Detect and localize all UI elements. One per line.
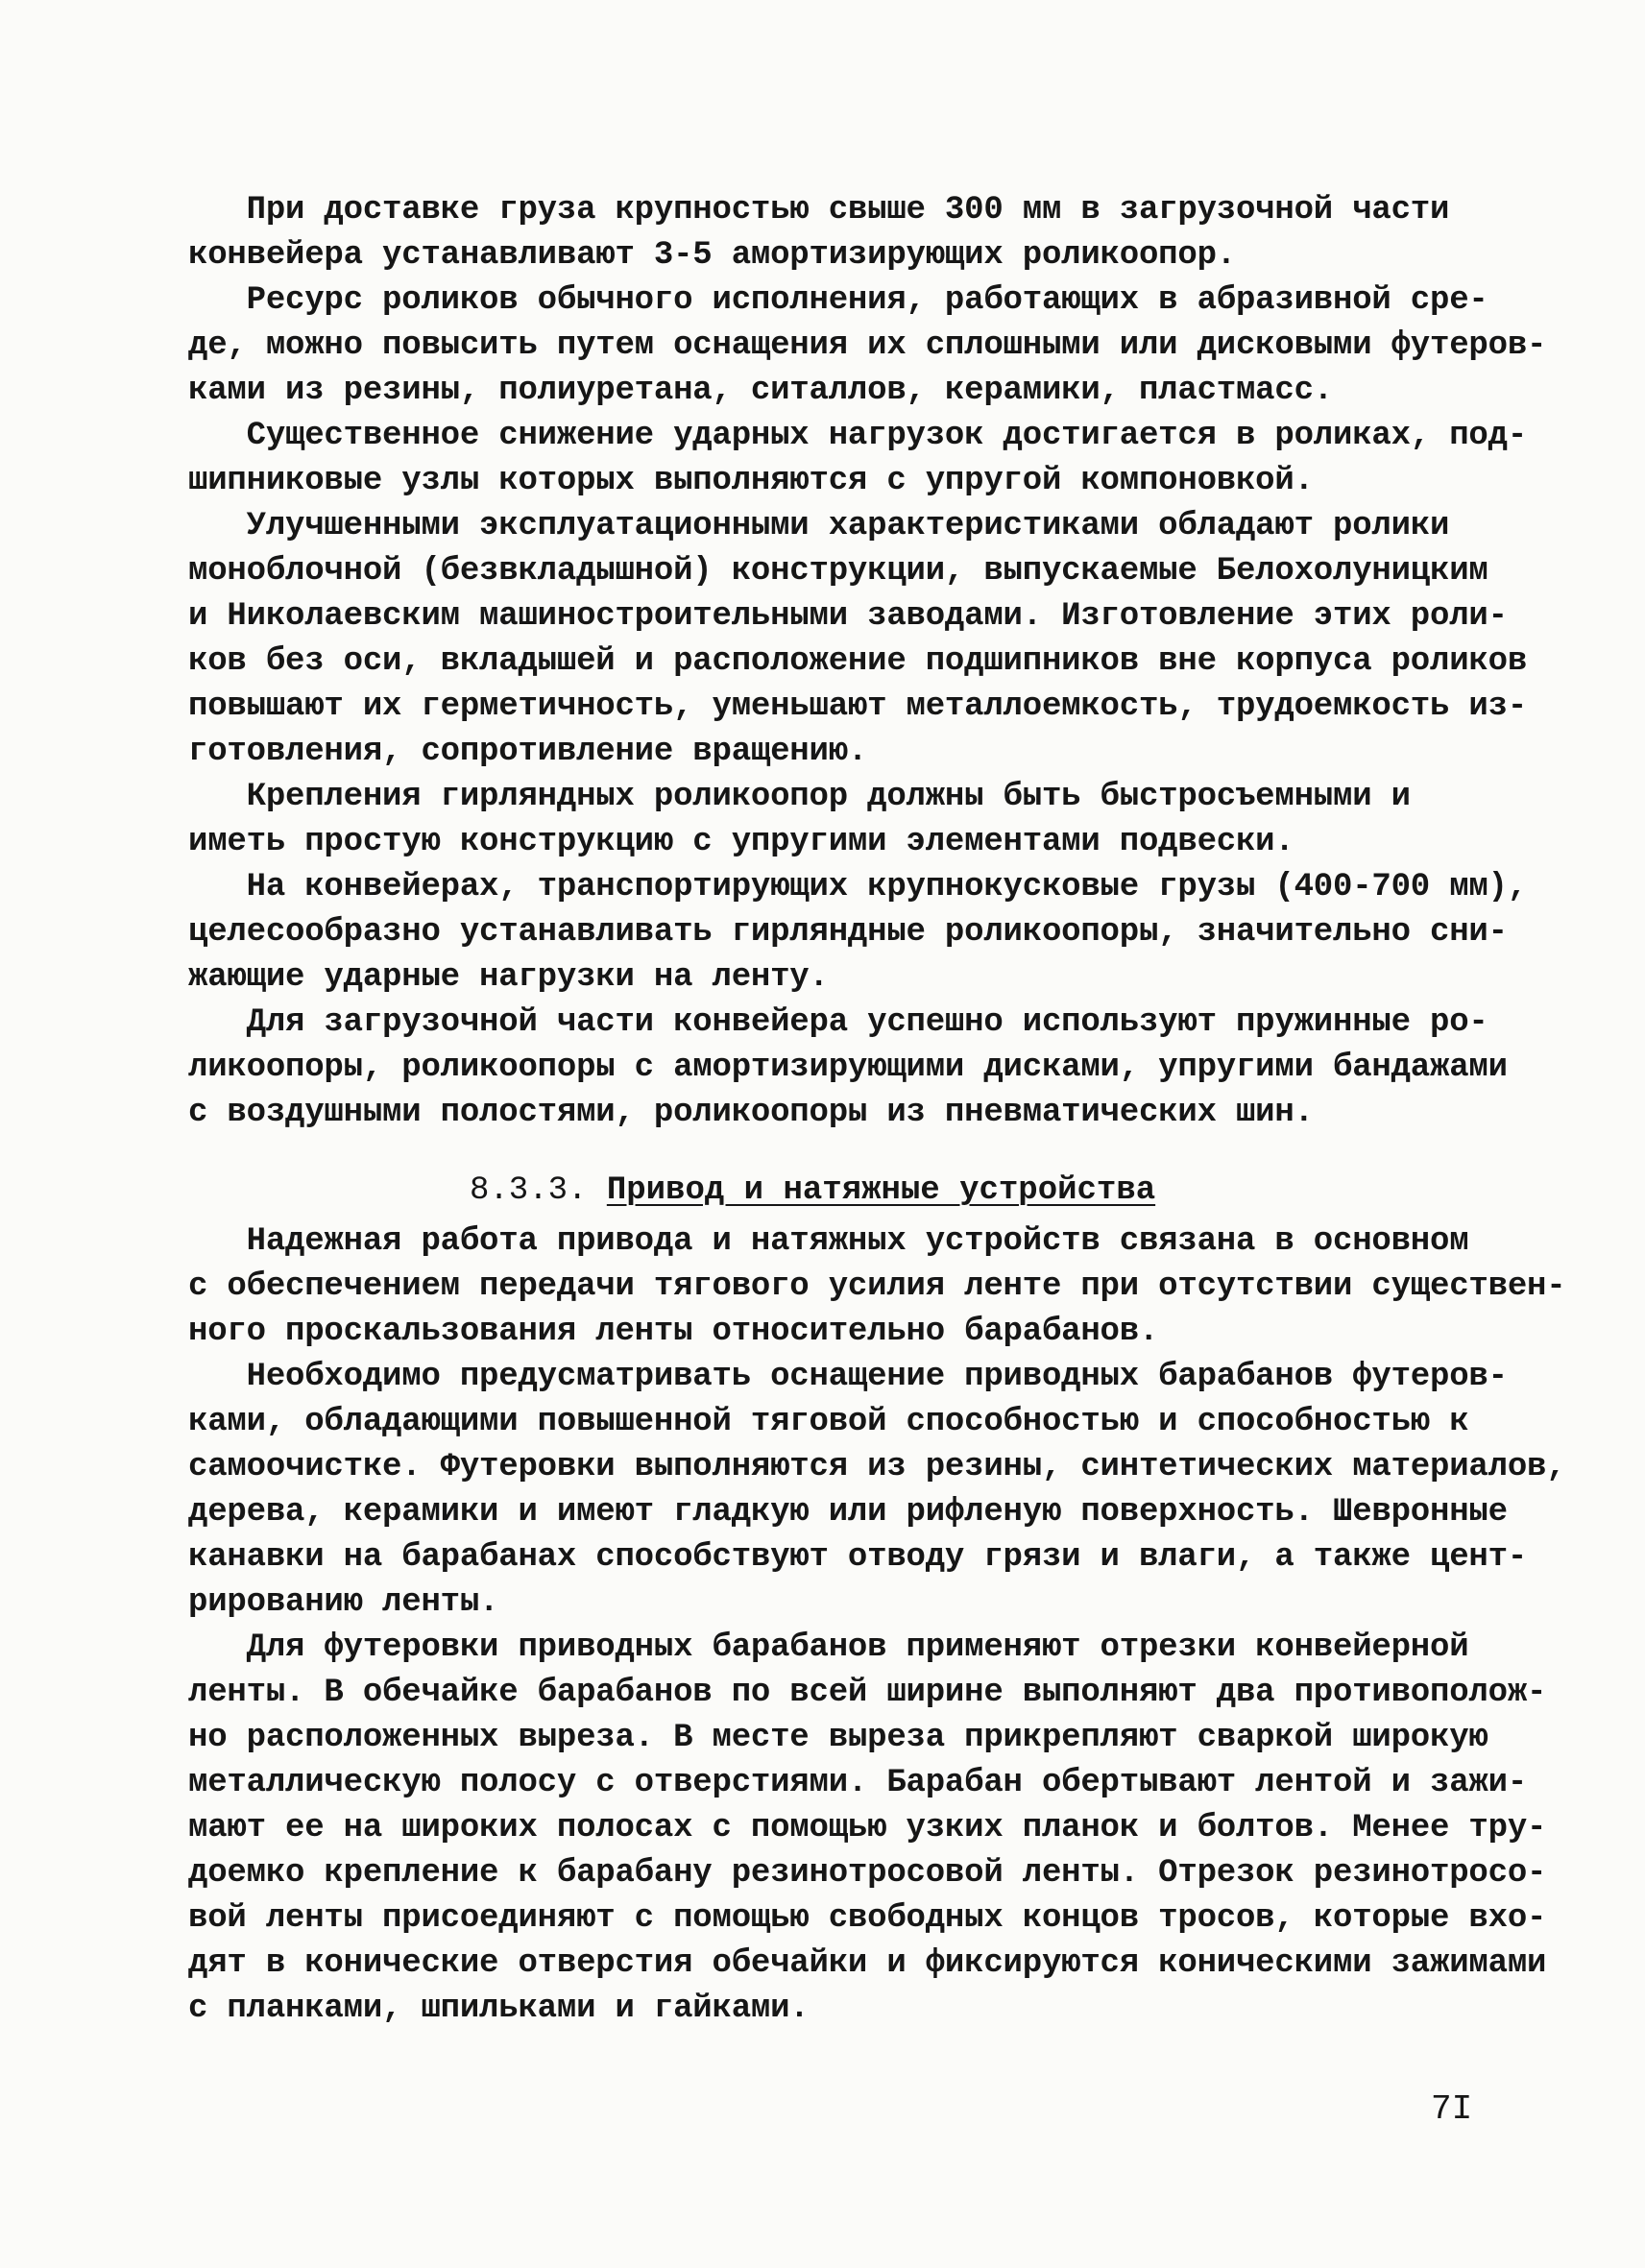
text-line: Необходимо предусматривать оснащение приводных барабанов футеров- [188, 1359, 1508, 1395]
text-line: ликоопоры, роликоопоры с амортизирующими дисками, упругими бандажами [188, 1050, 1508, 1086]
text-line: но расположенных выреза. В месте выреза прикрепляют сваркой широкую [188, 1720, 1488, 1756]
paragraphs-before [188, 188, 1547, 1136]
text-line: ного проскальзования ленты относительно барабанов. [188, 1314, 1159, 1350]
text-line: рированию ленты. [188, 1584, 499, 1621]
text-line: шипниковые узлы которых выполняются с упругой компоновкой. [188, 463, 1314, 499]
body-text [188, 188, 1566, 2032]
page-number: 7I [1431, 2089, 1473, 2129]
text-line: де, можно повысить путем оснащения их сплошными или дисковыми футеров- [188, 327, 1547, 364]
text-line: жающие ударные нагрузки на ленту. [188, 959, 829, 996]
text-line: ками из резины, полиуретана, ситаллов, керамики, пластмасс. [188, 373, 1333, 409]
text-line: ков без оси, вкладышей и расположение подшипников вне корпуса роликов [188, 643, 1528, 680]
text-line: самоочистке. Футеровки выполняются из резины, синтетических материалов, [188, 1449, 1566, 1485]
section-title: Привод и натяжные устройства [606, 1172, 1156, 1209]
paragraph [188, 278, 1547, 414]
text-line: Для футеровки приводных барабанов применяют отрезки конвейерной [188, 1629, 1469, 1666]
paragraph [188, 775, 1500, 865]
paragraph [188, 1001, 1508, 1136]
text-line: На конвейерах, транспортирующих крупнокусковые грузы (400-700 мм), [188, 869, 1528, 905]
text-line: Улучшенными эксплуатационными характеристиками обладают ролики [188, 508, 1450, 544]
paragraph [188, 1355, 1566, 1626]
text-line: мают ее на широких полосах с помощью узких планок и болтов. Менее тру- [188, 1810, 1547, 1846]
text-line: конвейера устанавливают 3-5 амортизирующих роликоопор. [188, 237, 1236, 274]
text-line: Существенное снижение ударных нагрузок достигается в роликах, под- [188, 418, 1528, 454]
paragraphs-after [188, 1219, 1566, 2032]
text-line: с обеспечением передачи тягового усилия ленте при отсутствии существен- [188, 1268, 1566, 1305]
text-line: Надежная работа привода и натяжных устройств связана в основном [188, 1223, 1469, 1260]
text-line: иметь простую конструкцию с упругими элементами подвески. [188, 824, 1294, 860]
text-line: дят в конические отверстия обечайки и фиксируются коническими зажимами [188, 1945, 1547, 1982]
text-line: готовления, сопротивление вращению. [188, 734, 868, 770]
text-line: и Николаевским машиностроительными заводами. Изготовление этих роли- [188, 598, 1508, 635]
text-line: вой ленты присоединяют с помощью свободных концов тросов, которые вхо- [188, 1900, 1547, 1937]
paragraph [188, 414, 1528, 504]
text-line: Ресурс роликов обычного исполнения, работающих в абразивной сре- [188, 282, 1488, 319]
text-line: ками, обладающими повышенной тяговой способностью и способностью к [188, 1404, 1469, 1440]
text-line: При доставке груза крупностью свыше 300 мм в загрузочной части [188, 192, 1450, 229]
text-line: моноблочной (безвкладышной) конструкции, выпускаемые Белохолуницким [188, 553, 1488, 590]
paragraph [188, 188, 1500, 278]
paragraph [188, 865, 1528, 1001]
text-line: Крепления гирляндных роликоопор должны быть быстросъемными и [188, 779, 1411, 815]
text-line: повышают их герметичность, уменьшают металлоемкость, трудоемкость из- [188, 688, 1528, 725]
text-line: доемко крепление к барабану резинотросовой ленты. Отрезок резинотросо- [188, 1855, 1547, 1892]
paragraph [188, 1219, 1566, 1355]
text-line: целесообразно устанавливать гирляндные роликоопоры, значительно сни- [188, 914, 1508, 951]
text-line: металлическую полосу с отверстиями. Барабан обертывают лентой и зажи- [188, 1765, 1528, 1801]
paragraph [188, 1626, 1547, 2032]
section-heading [188, 1169, 1500, 1214]
text-line: с воздушными полостями, роликоопоры из пневматических шин. [188, 1095, 1314, 1131]
text-line: дерева, керамики и имеют гладкую или рифленую поверхность. Шевронные [188, 1494, 1508, 1531]
paragraph [188, 504, 1528, 775]
text-line: с планками, шпильками и гайками. [188, 1991, 810, 2027]
text-line: Для загрузочной части конвейера успешно используют пружинные ро- [188, 1004, 1488, 1041]
text-line: канавки на барабанах способствуют отводу грязи и влаги, а также цент- [188, 1539, 1528, 1576]
text-line: ленты. В обечайке барабанов по всей ширине выполняют два противополож- [188, 1675, 1547, 1711]
section-number: 8.3.3. [470, 1172, 588, 1209]
